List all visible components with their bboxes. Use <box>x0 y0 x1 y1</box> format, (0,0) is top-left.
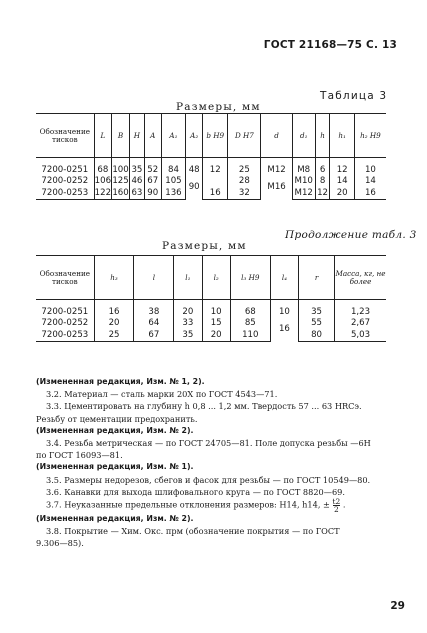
column-header: h₃ <box>94 256 134 300</box>
requirements-notes <box>36 376 396 550</box>
table-cell: 84 <box>161 158 186 176</box>
table-cell: 7200-0252 <box>41 176 89 186</box>
table-cell: 63 <box>131 188 143 198</box>
requirement-text: 9.306—85). <box>36 538 84 549</box>
table-cell: 125 <box>112 176 129 186</box>
table-cell: 106 <box>94 176 112 186</box>
table-cell: 15 <box>202 317 230 329</box>
table-row <box>36 329 386 342</box>
table-cell: 35 <box>174 329 202 342</box>
table-cell: 14 <box>354 175 386 187</box>
table-cell: 7200-0251 <box>41 165 89 175</box>
table-cell: 16 <box>270 317 298 342</box>
table-cell: 46 <box>131 176 143 186</box>
requirement-line <box>36 525 396 537</box>
column-header: r <box>299 256 335 300</box>
page-number: 29 <box>390 600 405 612</box>
column-header: L <box>94 114 111 158</box>
requirement-text: Резьбу от цементации предохранить. <box>36 413 198 424</box>
column-header: h₁ <box>330 114 354 158</box>
table-cell: 10 <box>354 158 386 176</box>
table-cell: 32 <box>228 187 261 200</box>
column-header: Обозначение тисков <box>39 126 91 144</box>
requirement-text: 3.5. Размеры недорезов, сбегов и фасок для резьбы — по ГОСТ 10549—80. <box>46 474 371 485</box>
table-cell: 52 <box>144 158 161 176</box>
table2-label: Продолжение табл. 3 <box>285 229 417 241</box>
table-cell: 136 <box>161 187 186 200</box>
requirement-line <box>36 474 396 486</box>
table1-label: Таблица 3 <box>320 90 388 102</box>
table-cell: 25 <box>228 158 261 176</box>
column-header: l₁ <box>174 256 202 300</box>
table-cell: 160 <box>112 188 129 198</box>
fraction <box>333 498 341 513</box>
table-cell: 5,03 <box>335 329 386 342</box>
table-cell: 20 <box>174 300 202 318</box>
table-cell: 12 <box>317 188 329 198</box>
requirement-line <box>36 449 396 461</box>
table-cell: 12 <box>330 158 354 176</box>
fraction-denominator: 2 <box>334 505 339 515</box>
revision-note: (Измененная редакция, Изм. № 2). <box>36 514 194 524</box>
column-header: l₂ <box>202 256 230 300</box>
table-row <box>36 175 386 187</box>
table-cell: 10 <box>270 300 298 318</box>
table-cell: 7200-0253 <box>36 329 94 342</box>
table-cell: M12 <box>261 158 292 176</box>
table-cell: 67 <box>144 175 161 187</box>
requirement-text: по ГОСТ 16093—81. <box>36 450 123 461</box>
requirement-text: 3.3. Цементировать на глубину h 0,8 ... 1,2 мм. Твердость 57 ... 63 HRCэ. <box>46 401 362 412</box>
table-cell: M8 <box>292 158 315 176</box>
fraction-numerator: t2 <box>332 497 341 507</box>
column-header: D H7 <box>228 114 261 158</box>
table-cell: 33 <box>174 317 202 329</box>
revision-note: (Измененная редакция, Изм. № 1). <box>36 462 194 472</box>
requirement-line <box>36 537 396 549</box>
column-header: B <box>112 114 130 158</box>
table-row <box>36 317 386 329</box>
table-cell: 1,23 <box>335 300 386 318</box>
column-header: A₂ <box>186 114 203 158</box>
column-header: H <box>130 114 145 158</box>
table-cell: 7200-0251 <box>41 307 89 317</box>
requirement-text: 3.4. Резьба метрическая — по ГОСТ 24705—81. Поле допуска резьбы —6H <box>46 438 371 449</box>
table-row <box>36 158 386 176</box>
column-header: d₁ <box>292 114 315 158</box>
requirement-text: 3.2. Материал — сталь марки 20Х по ГОСТ 4543—71. <box>46 389 278 400</box>
table-cell: 2,67 <box>335 317 386 329</box>
table-cell: 6 <box>315 158 330 176</box>
revision-note: (Измененная редакция, Изм. № 1, 2). <box>36 377 205 386</box>
column-header: d <box>261 114 292 158</box>
dimensions-table <box>36 113 386 200</box>
table-cell: 20 <box>330 187 354 200</box>
table-cell: 20 <box>94 317 134 329</box>
requirement-line <box>36 400 396 412</box>
column-header: h <box>315 114 330 158</box>
table-cell: 68 <box>230 300 270 318</box>
column-header: Масса, кг, не более <box>335 256 386 300</box>
table-cell: 85 <box>230 317 270 329</box>
table-cell: 122 <box>94 188 112 198</box>
table-row <box>36 300 386 318</box>
table-cell: 16 <box>354 187 386 200</box>
table-cell: 105 <box>161 175 186 187</box>
column-header: A <box>144 114 161 158</box>
requirement-line <box>36 413 396 425</box>
table-cell: M10 <box>292 175 315 187</box>
requirement-line <box>36 486 396 498</box>
table-cell: 100 <box>112 158 130 176</box>
table-cell: 90 <box>144 187 161 200</box>
table-cell: 16 <box>203 187 228 200</box>
table-cell: 7200-0252 <box>41 318 89 328</box>
table-cell: 90 <box>186 175 203 200</box>
table-cell: 55 <box>299 317 335 329</box>
table-cell: 35 <box>299 300 335 318</box>
table-cell: 12 <box>203 158 228 176</box>
table-cell: M12 <box>292 187 315 200</box>
table-row <box>36 187 386 200</box>
table-cell: M16 <box>261 175 292 200</box>
document-header: ГОСТ 21168—75 С. 13 <box>263 39 397 51</box>
table-cell: 110 <box>230 329 270 342</box>
table-cell: 7200-0253 <box>36 187 94 200</box>
table-cell: 48 <box>186 158 203 176</box>
column-header: A₁ <box>161 114 186 158</box>
table2-title: Размеры, мм <box>162 240 247 252</box>
table-cell: 14 <box>330 175 354 187</box>
table-cell: 20 <box>202 329 230 342</box>
dimensions-table-continued <box>36 255 386 342</box>
table-cell: 67 <box>134 329 174 342</box>
requirement-line <box>36 437 396 449</box>
table-cell: 8 <box>315 175 330 187</box>
requirement-text: 3.6. Канавки для выхода шлифовального круга — по ГОСТ 8820—69. <box>46 486 345 497</box>
requirement-text: 3.8. Покрытие — Хим. Окс. прм (обозначение покрытия — по ГОСТ <box>46 526 340 537</box>
requirement-line: 3.7. Неуказанные предельные отклонения размеров: H14, h14, ± $\frac{t2}{2}$ . <box>46 497 346 515</box>
requirement-line <box>36 388 396 400</box>
table-cell: 80 <box>299 329 335 342</box>
table-cell: 16 <box>94 300 134 318</box>
table-cell: 28 <box>228 175 261 187</box>
table-cell: 68 <box>94 158 111 176</box>
column-header: Обозначение тисков <box>39 268 91 286</box>
revision-note: (Измененная редакция, Изм. № 2). <box>36 425 194 435</box>
table-cell <box>203 175 228 187</box>
column-header: l₄ <box>270 256 298 300</box>
table-cell: 10 <box>202 300 230 318</box>
table-cell: 35 <box>130 158 145 176</box>
table-cell: 38 <box>134 300 174 318</box>
table-cell: 64 <box>134 317 174 329</box>
column-header: b H9 <box>203 114 228 158</box>
table1-title: Размеры, мм <box>176 101 261 113</box>
requirement-text: 3.7. Неуказанные предельные отклонения размеров: H14, h14, ± <box>46 499 330 510</box>
column-header: l₃ H9 <box>230 256 270 300</box>
column-header: l <box>134 256 174 300</box>
table-cell: 25 <box>94 329 134 342</box>
column-header: h₂ H9 <box>354 114 386 158</box>
